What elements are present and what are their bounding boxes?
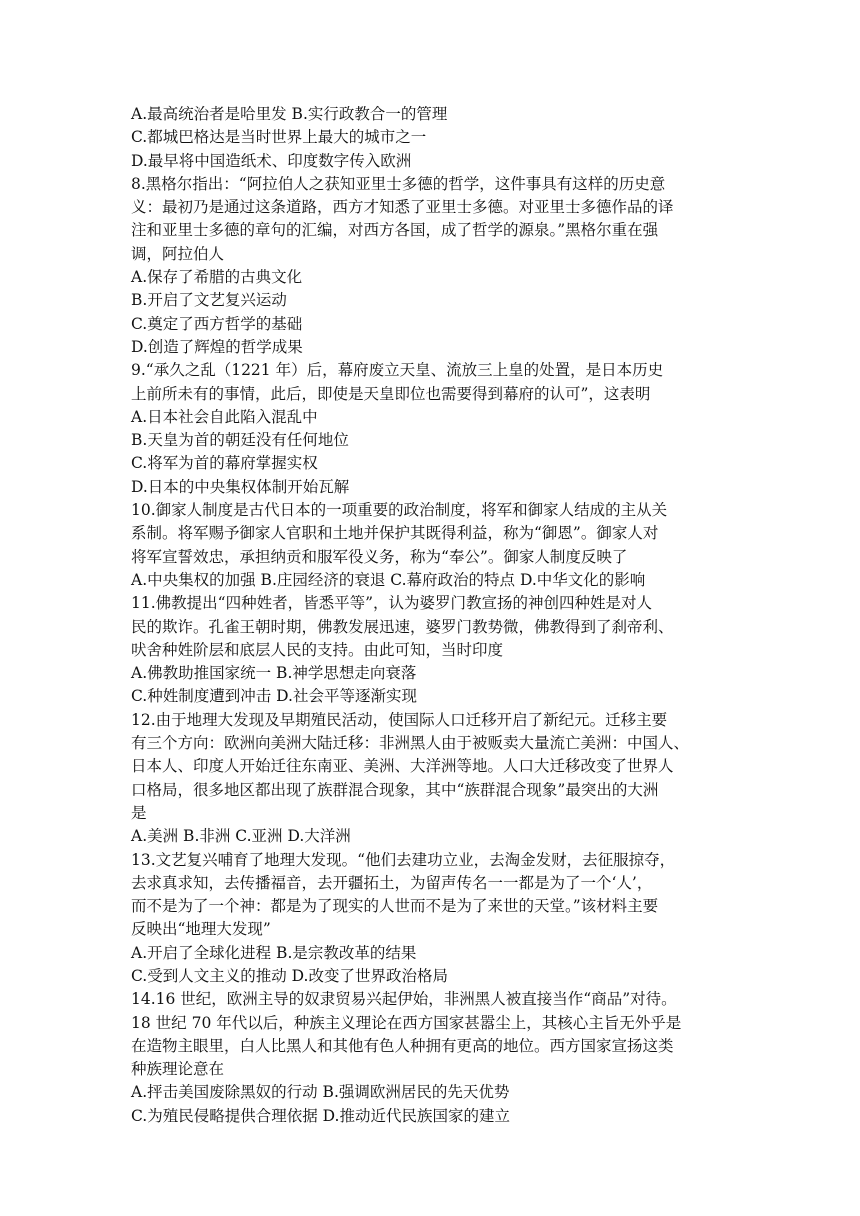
stem-line: 上前所未有的事情，此后，即使是天皇即位也需要得到幕府的认可”，这表明 xyxy=(131,384,651,403)
question-14 xyxy=(131,988,731,1128)
stem-line: 而不是为了一个神：都是为了现实的人世而不是为了来世的天堂。”该材料主要 xyxy=(131,897,659,916)
question-options xyxy=(131,266,731,359)
question-options xyxy=(131,1081,731,1128)
stem-line: 是 xyxy=(131,803,147,822)
question-stem xyxy=(131,173,731,266)
question-stem xyxy=(131,359,731,406)
stem-line: 将军宣誓效忠，承担纳贡和服军役义务，称为“奉公”。御家人制度反映了 xyxy=(131,547,628,566)
option-line: A.日本社会自此陷入混乱中 xyxy=(131,407,318,426)
option-line: A.开启了全球化进程 B.是宗教改革的结果 xyxy=(131,943,417,962)
option-line: C.为殖民侵略提供合理依据 D.推动近代民族国家的建立 xyxy=(131,1106,510,1125)
stem-line: 8.黑格尔指出：“阿拉伯人之获知亚里士多德的哲学，这件事具有这样的历史意 xyxy=(131,174,666,193)
exam-page xyxy=(131,103,731,1128)
stem-line: 有三个方向：欧洲向美洲大陆迁移：非洲黑人由于被贩卖大量流亡美洲：中国人、 xyxy=(131,734,690,753)
option-line: B.天皇为首的朝廷没有任何地位 xyxy=(131,431,349,450)
option-line: A.抨击美国废除黑奴的行动 B.强调欧洲居民的先天优势 xyxy=(131,1083,510,1102)
option-line: C.种姓制度遭到冲击 D.社会平等逐渐实现 xyxy=(131,687,417,706)
question-11 xyxy=(131,592,731,708)
stem-line: 去求真求知，去传播福音，去开疆拓土，为留声传名一一都是为了一个‘人’， xyxy=(131,873,653,892)
stem-line: 义：最初乃是通过这条道路，西方才知悉了亚里士多德。对亚里士多德作品的译 xyxy=(131,198,674,217)
option-line: D.日本的中央集权体制开始瓦解 xyxy=(131,477,350,496)
stem-line: 吠舍种姓阶层和底层人民的支持。由此可知，当时印度 xyxy=(131,640,504,659)
option-line: C.受到人文主义的推动 D.改变了世界政治格局 xyxy=(131,966,448,985)
question-stem xyxy=(131,849,731,942)
q7-options xyxy=(131,103,731,173)
question-options xyxy=(131,569,731,592)
q7-option-line: C.都城巴格达是当时世界上最大的城市之一 xyxy=(131,128,427,147)
option-line: A.美洲 B.非洲 C.亚洲 D.大洋洲 xyxy=(131,827,351,846)
question-stem xyxy=(131,988,731,1081)
stem-line: 日本人、印度人开始迁往东南亚、美洲、大洋洲等地。人口大迁移改变了世界人 xyxy=(131,757,674,776)
question-options xyxy=(131,406,731,499)
q7-option-line: A.最高统治者是哈里发 B.实行政教合一的管理 xyxy=(131,105,448,123)
option-line: B.开启了文艺复兴运动 xyxy=(131,291,287,310)
stem-line: 14.16 世纪，欧洲主导的奴隶贸易兴起伊始，非洲黑人被直接当作“商品”对待。 xyxy=(131,990,677,1009)
question-9 xyxy=(131,359,731,499)
stem-line: 9.“承久之乱（1221 年）后，幕府废立天皇、流放三上皇的处置，是日本历史 xyxy=(131,361,664,380)
question-stem xyxy=(131,592,731,662)
stem-line: 18 世纪 70 年代以后，种族主义理论在西方国家甚嚣尘上，其核心主旨无外乎是 xyxy=(131,1013,682,1032)
stem-line: 11.佛教提出“四种姓者，皆悉平等”，认为婆罗门教宣扬的神创四种姓是对人 xyxy=(131,594,653,613)
stem-line: 调，阿拉伯人 xyxy=(131,244,225,263)
question-12 xyxy=(131,709,731,849)
stem-line: 口格局，很多地区都出现了族群混合现象，其中“族群混合现象”最突出的大洲 xyxy=(131,780,659,799)
question-stem xyxy=(131,709,731,825)
question-8 xyxy=(131,173,731,359)
question-options xyxy=(131,662,731,709)
option-line: A.保存了希腊的古典文化 xyxy=(131,268,303,287)
option-line: A.中央集权的加强 B.庄园经济的衰退 C.幕府政治的特点 D.中华文化的影响 xyxy=(131,570,646,589)
option-line: C.将军为首的幕府掌握实权 xyxy=(131,454,318,473)
option-line: C.奠定了西方哲学的基础 xyxy=(131,314,303,333)
stem-line: 13.文艺复兴哺育了地理大发现。“他们去建功立业，去淘金发财，去征服掠夺， xyxy=(131,850,676,869)
stem-line: 种族理论意在 xyxy=(131,1060,225,1079)
question-options xyxy=(131,942,731,989)
stem-line: 注和亚里士多德的章句的汇编，对西方各国，成了哲学的源泉。”黑格尔重在强 xyxy=(131,221,659,240)
question-options xyxy=(131,825,731,848)
stem-line: 在造物主眼里，白人比黑人和其他有色人种拥有更高的地位。西方国家宣扬这类 xyxy=(131,1036,674,1055)
stem-line: 民的欺诈。孔雀王朝时期，佛教发展迅速，婆罗门教势微，佛教得到了刹帝利、 xyxy=(131,617,674,636)
stem-line: 反映出“地理大发现” xyxy=(131,920,271,939)
option-line: D.创造了辉煌的哲学成果 xyxy=(131,337,303,356)
stem-line: 10.御家人制度是古代日本的一项重要的政治制度，将军和御家人结成的主从关 xyxy=(131,501,668,520)
stem-line: 系制。将军赐予御家人官职和土地并保护其既得利益，称为“御恩”。御家人对 xyxy=(131,524,659,543)
question-10 xyxy=(131,499,731,592)
question-stem xyxy=(131,499,731,569)
option-line: A.佛教助推国家统一 B.神学思想走向衰落 xyxy=(131,664,417,683)
question-13 xyxy=(131,849,731,989)
stem-line: 12.由于地理大发现及早期殖民活动，使国际人口迁移开启了新纪元。迁移主要 xyxy=(131,710,668,729)
q7-option-line: D.最早将中国造纸术、印度数字传入欧洲 xyxy=(131,151,412,170)
